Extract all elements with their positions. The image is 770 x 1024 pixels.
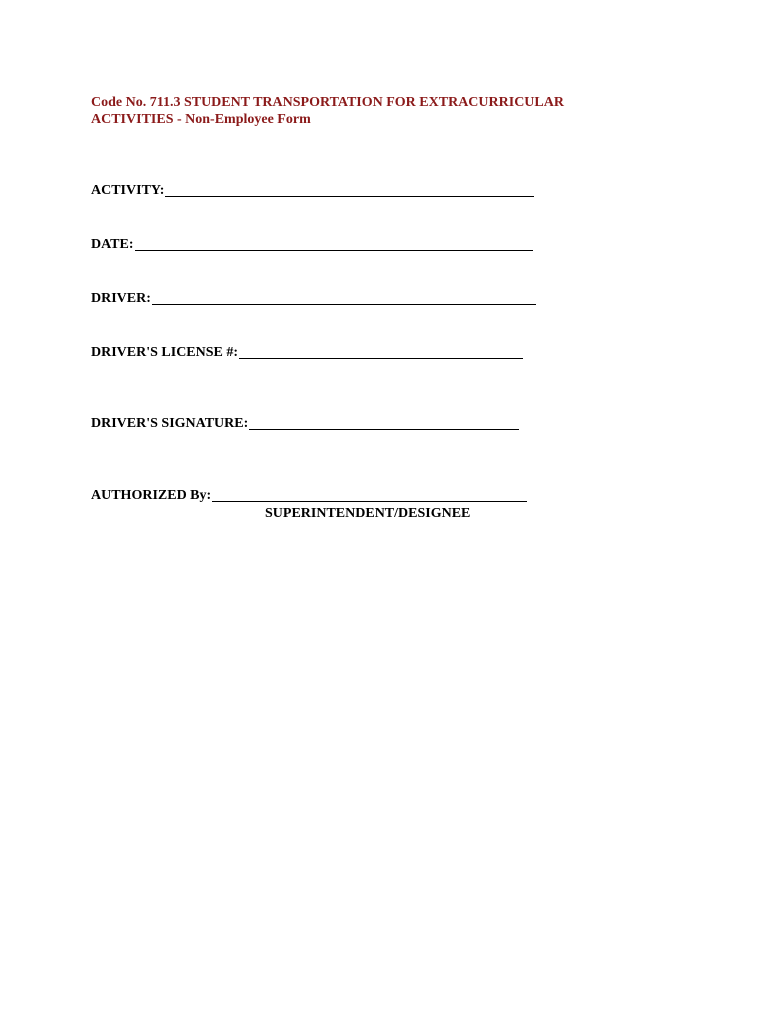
date-blank-line[interactable] <box>135 237 533 251</box>
drivers-signature-label: DRIVER'S SIGNATURE: <box>91 416 249 431</box>
drivers-signature-blank-line[interactable] <box>249 416 519 430</box>
authorized-by-label: AUTHORIZED By: <box>91 488 212 503</box>
drivers-signature-field <box>91 415 519 432</box>
date-label: DATE: <box>91 237 134 252</box>
activity-blank-line[interactable] <box>165 183 534 197</box>
form-title-line-2: ACTIVITIES - Non-Employee Form <box>91 112 311 127</box>
authorized-by-field <box>91 487 527 504</box>
driver-blank-line[interactable] <box>152 291 536 305</box>
drivers-license-blank-line[interactable] <box>239 345 523 359</box>
date-field <box>91 236 533 253</box>
drivers-license-field <box>91 344 523 361</box>
authorized-by-blank-line[interactable] <box>212 488 527 502</box>
driver-field <box>91 290 536 307</box>
form-title <box>91 94 651 128</box>
driver-label: DRIVER: <box>91 291 151 306</box>
superintendent-designee-label: SUPERINTENDENT/DESIGNEE <box>265 506 471 521</box>
form-title-line-1: Code No. 711.3 STUDENT TRANSPORTATION FOR EXTRACURRICULAR <box>91 95 564 110</box>
activity-field <box>91 182 534 199</box>
drivers-license-label: DRIVER'S LICENSE #: <box>91 345 239 360</box>
activity-label: ACTIVITY: <box>91 183 165 198</box>
